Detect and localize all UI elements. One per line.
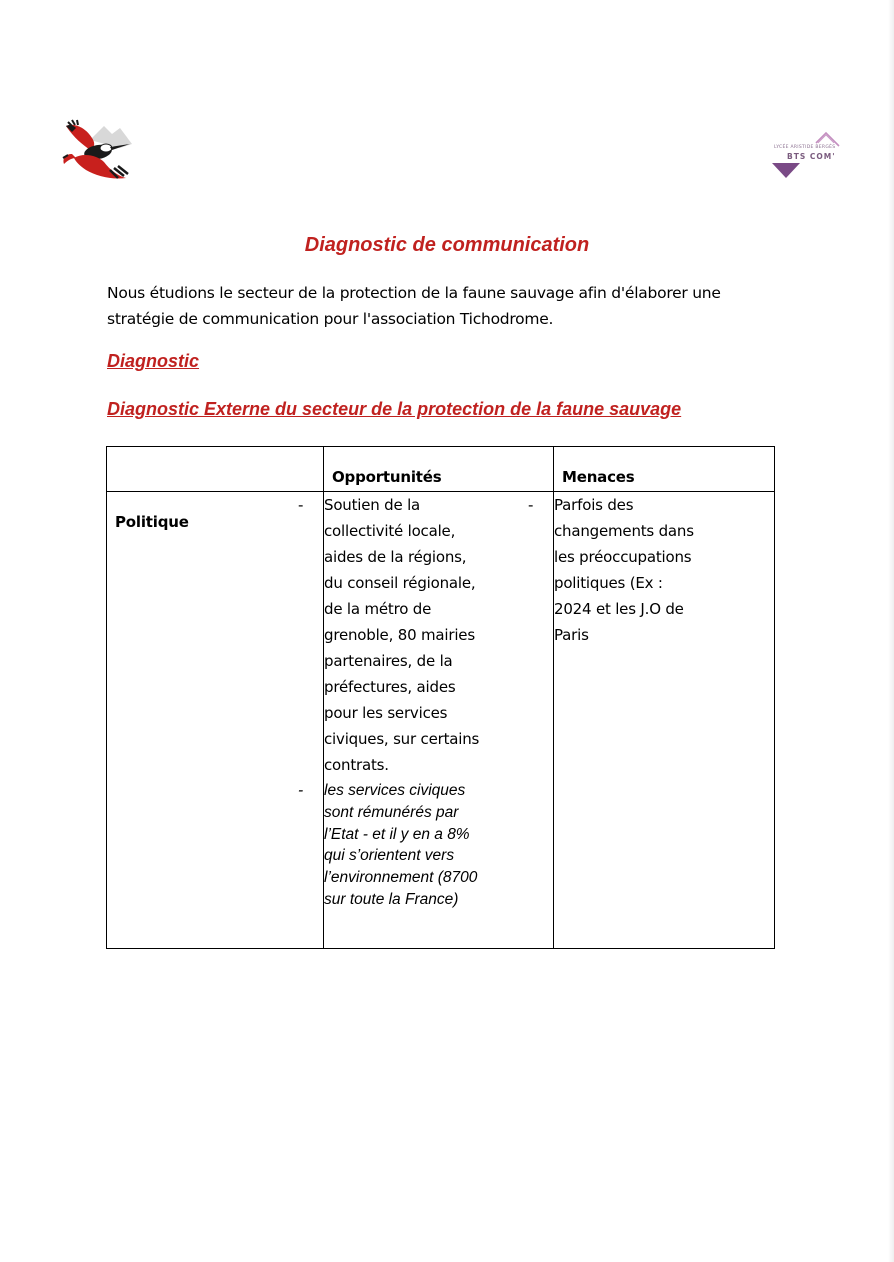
header-threats: Menaces (562, 468, 635, 486)
page-edge-shadow (888, 0, 894, 1262)
bullet-dash: - (298, 782, 304, 799)
list-item (528, 492, 704, 648)
row-label-cell (107, 492, 324, 949)
bullet-dash: - (298, 496, 304, 514)
row-label-politique: Politique (115, 513, 189, 531)
bullet-dash: - (528, 496, 534, 514)
intro-paragraph: Nous étudions le secteur de la protection de la faune sauvage afin d'élaborer une stratégie de communication pour l'association Tichodrome. (107, 284, 721, 328)
threats-list (528, 492, 774, 648)
opportunity-text: Soutien de la collectivité locale, aides de la régions, du conseil régionale, de la métro de grenoble, 80 mairies partenaires, de la préfectures, aides pour les services civiques, sur certains contrats. (324, 496, 480, 774)
logo-bts-com: BTS COM' (787, 152, 836, 161)
opportunities-cell (298, 492, 554, 949)
opportunity-text: les services civiques sont rémunérés par l’Etat - et il y en a 8% qui s’orientent vers l’environnement (8700 sur toute la France) (324, 782, 478, 908)
bird-logo-icon (60, 118, 138, 184)
threat-text: Parfois des changements dans les préoccupations politiques (Ex : 2024 et les J.O de Paris (554, 496, 694, 644)
table-row (107, 492, 775, 949)
table-header-row (107, 447, 775, 492)
bts-com-logo (768, 130, 844, 182)
opportunities-list (298, 492, 553, 911)
section-heading-diagnostic: Diagnostic (107, 351, 200, 371)
threats-cell (528, 492, 775, 949)
list-item (298, 492, 489, 778)
header-cell-threats (554, 447, 775, 492)
logo-school-name: LYCÉE ARISTIDE BERGÈS (774, 145, 836, 150)
subsection-heading-external: Diagnostic Externe du secteur de la protection de la faune sauvage (107, 399, 682, 419)
document-title: Diagnostic de communication (304, 234, 590, 256)
header-cell-opportunities (324, 447, 554, 492)
header-cell-empty (107, 447, 324, 492)
list-item (298, 780, 486, 911)
header-empty (107, 447, 323, 468)
swot-table (106, 446, 775, 949)
header-opportunities: Opportunités (332, 468, 442, 486)
